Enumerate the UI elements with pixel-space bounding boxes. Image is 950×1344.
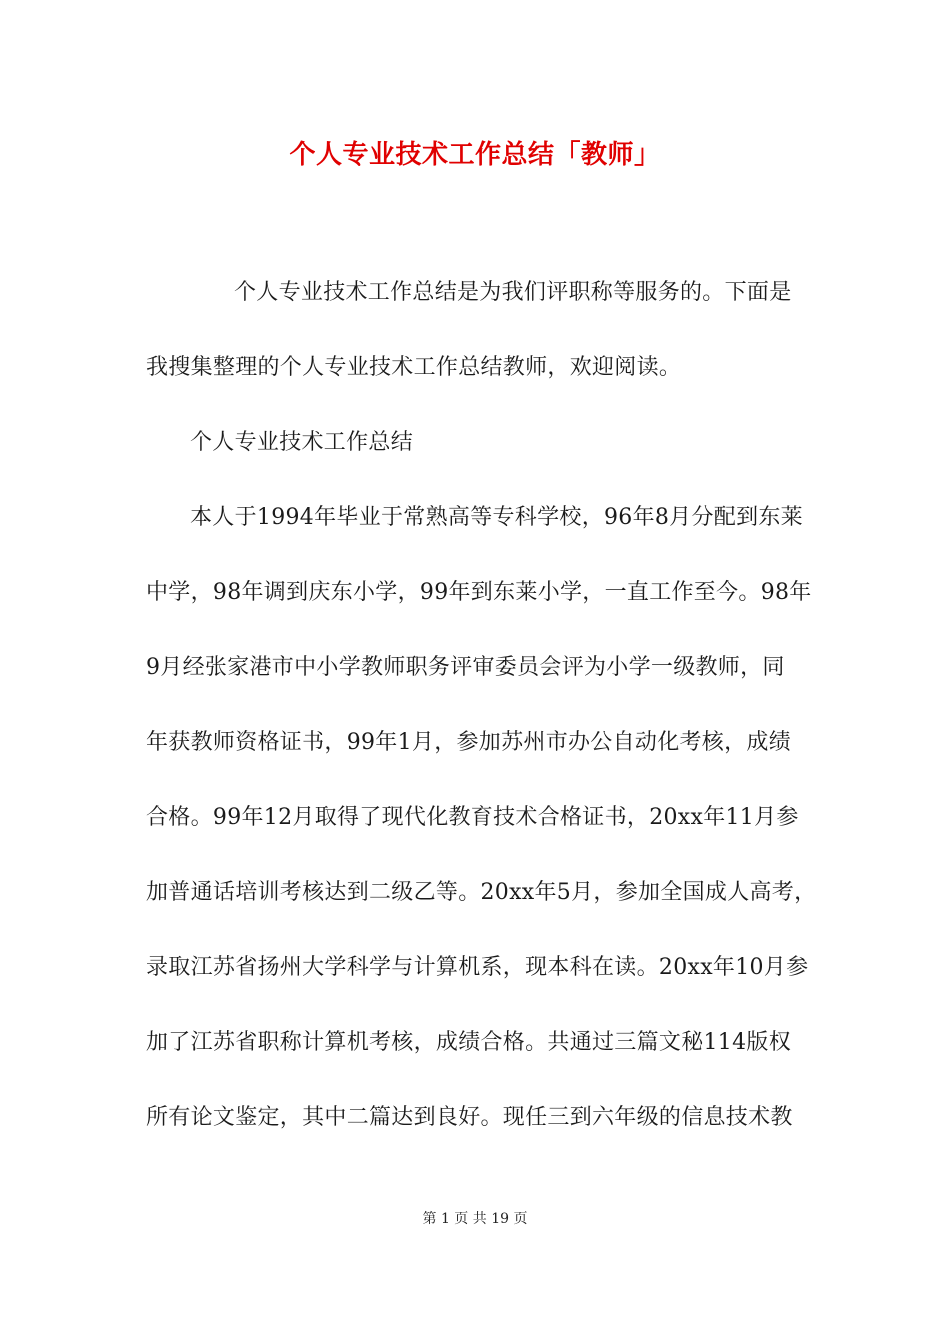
paragraph-line-9: 录取江苏省扬州大学科学与计算机系，现本科在读。20xx年10月参 — [146, 955, 809, 980]
paragraph-line-2: 我搜集整理的个人专业技术工作总结教师，欢迎阅读。 — [146, 355, 682, 380]
paragraph-line-3: 本人于1994年毕业于常熟高等专科学校，96年8月分配到东莱 — [190, 505, 803, 530]
paragraph-line-7: 合格。99年12月取得了现代化教育技术合格证书，20xx年11月参 — [146, 805, 799, 830]
paragraph-line-5: 9月经张家港市中小学教师职务评审委员会评为小学一级教师，同 — [146, 655, 785, 680]
paragraph-line-11: 所有论文鉴定，其中二篇达到良好。现任三到六年级的信息技术教 — [146, 1105, 793, 1130]
paragraph-line-1: 个人专业技术工作总结是为我们评职称等服务的。下面是 — [234, 280, 792, 305]
paragraph-line-10: 加了江苏省职称计算机考核，成绩合格。共通过三篇文秘114版权 — [146, 1030, 791, 1055]
paragraph-line-4: 中学，98年调到庆东小学，99年到东莱小学，一直工作至今。98年 — [146, 580, 812, 605]
page-number-footer: 第 1 页 共 19 页 — [422, 1211, 528, 1227]
section-heading: 个人专业技术工作总结 — [190, 430, 414, 455]
paragraph-line-8: 加普通话培训考核达到二级乙等。20xx年5月，参加全国成人高考， — [146, 880, 817, 905]
document-title: 个人专业技术工作总结「教师」 — [289, 140, 661, 170]
paragraph-line-6: 年获教师资格证书，99年1月，参加苏州市办公自动化考核，成绩 — [146, 730, 791, 755]
